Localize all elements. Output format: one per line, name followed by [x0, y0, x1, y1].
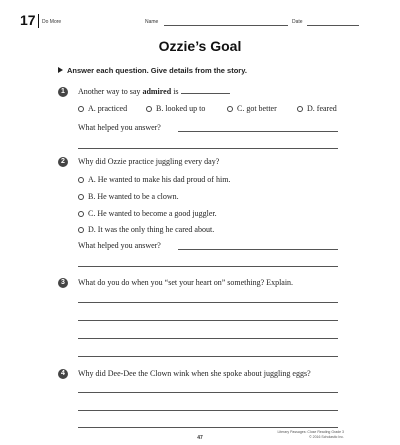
page-title: Ozzie’s Goal [158, 38, 242, 54]
q1-answer-line[interactable] [178, 131, 338, 132]
radio-icon[interactable] [78, 211, 84, 217]
question-2-text: Why did Ozzie practice juggling every day? [78, 157, 220, 166]
option-label: C. got better [237, 104, 277, 113]
q2-option-c[interactable] [78, 209, 217, 218]
page-header [20, 12, 380, 30]
q3-answer-line[interactable] [78, 338, 338, 339]
q1-option-d[interactable] [297, 104, 337, 113]
question-number-3: 3 [58, 278, 68, 288]
option-label: A. practiced [88, 104, 128, 113]
arrow-right-icon [58, 67, 63, 73]
q1-option-a[interactable] [78, 104, 127, 113]
option-label: C. He wanted to become a good juggler. [88, 209, 217, 218]
unit-number: 17 [20, 12, 36, 28]
question-1-text-after: is [173, 87, 179, 96]
question-number-4: 4 [58, 369, 68, 379]
question-number-1: 1 [58, 87, 68, 97]
q1-option-b[interactable] [146, 104, 205, 113]
q2-option-a[interactable] [78, 175, 230, 184]
q4-answer-line[interactable] [78, 410, 338, 411]
question-1-blank[interactable] [181, 87, 229, 94]
option-label: B. He wanted to be a clown. [88, 192, 179, 201]
page-number: 47 [197, 435, 203, 441]
radio-icon[interactable] [78, 106, 84, 112]
radio-icon[interactable] [227, 106, 233, 112]
question-1-keyword: admired [142, 87, 172, 96]
option-label: A. He wanted to make his dad proud of him. [88, 175, 231, 184]
name-field[interactable] [164, 25, 288, 26]
q1-answer-line[interactable] [78, 148, 338, 149]
q2-followup: What helped you answer? [78, 241, 161, 250]
q2-answer-line[interactable] [178, 249, 338, 250]
q4-answer-line[interactable] [78, 392, 338, 393]
radio-icon[interactable] [78, 194, 84, 200]
q2-option-d[interactable] [78, 225, 214, 234]
q1-followup: What helped you answer? [78, 123, 161, 132]
question-3-text: What do you do when you “set your heart on” something? Explain. [78, 278, 294, 287]
q3-answer-line[interactable] [78, 356, 338, 357]
date-field[interactable] [307, 25, 359, 26]
name-label: Name [145, 19, 159, 25]
q3-answer-line[interactable] [78, 320, 338, 321]
credit-line [277, 430, 344, 439]
radio-icon[interactable] [78, 177, 84, 183]
question-number-2: 2 [58, 157, 68, 167]
radio-icon[interactable] [78, 227, 84, 233]
radio-icon[interactable] [297, 106, 303, 112]
section-label: Do More [42, 19, 62, 25]
q2-answer-line[interactable] [78, 266, 338, 267]
q2-option-b[interactable] [78, 192, 179, 201]
radio-icon[interactable] [146, 106, 152, 112]
header-divider [38, 14, 39, 28]
question-1-text: Another way to say admired is . [78, 87, 231, 96]
q4-answer-line[interactable] [78, 427, 338, 428]
option-label: D. It was the only thing he cared about. [88, 225, 215, 234]
directions: Answer each question. Give details from the story. [67, 66, 247, 75]
option-label: D. feared [307, 104, 337, 113]
q3-answer-line[interactable] [78, 302, 338, 303]
date-label: Date [292, 19, 303, 25]
credit-line-1: Literary Passages: Close Reading Grade 3 [277, 430, 344, 434]
option-label: B. looked up to [156, 104, 206, 113]
question-4-text: Why did Dee-Dee the Clown wink when she spoke about juggling eggs? [78, 369, 311, 378]
credit-line-2: © 2016 Scholastic Inc. [309, 434, 344, 439]
question-1-text-before: Another way to say [78, 87, 141, 96]
q1-option-c[interactable] [227, 104, 277, 113]
